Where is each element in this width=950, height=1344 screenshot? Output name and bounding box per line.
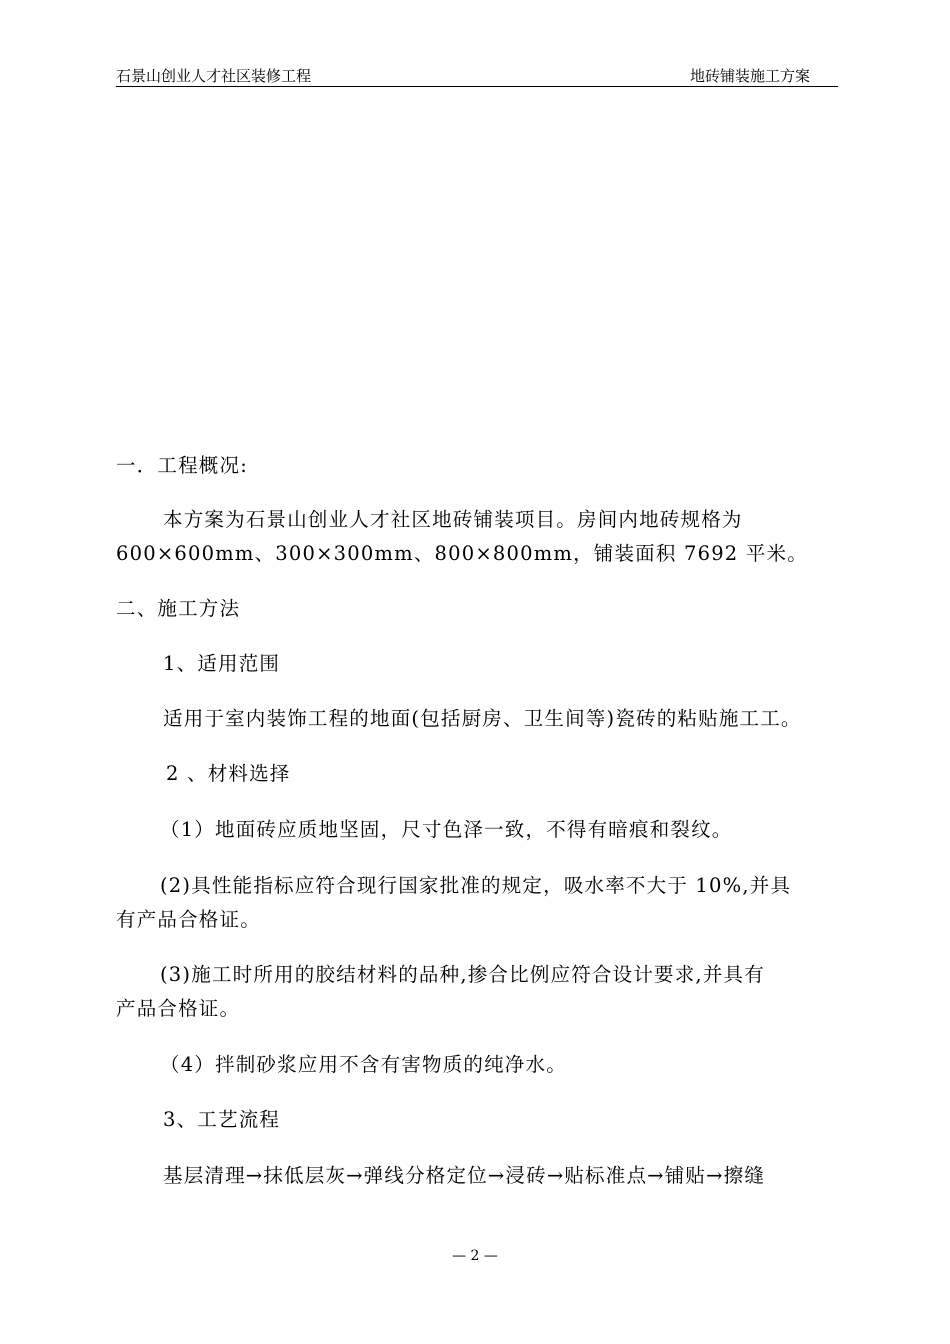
material-item-3-line1: (3)施工时所用的胶结材料的品种,掺合比例应符合设计要求,并具有 — [160, 963, 765, 986]
material-item-3-line2: 产品合格证。 — [116, 997, 241, 1020]
subsection2-heading: 2 、材料选择 — [166, 762, 291, 785]
section1-paragraph-line2: 600×600mm、300×300mm、800×800mm，铺装面积 7692 平米。 — [116, 542, 808, 565]
page-header — [116, 66, 838, 87]
header-project-title: 石景山创业人才社区装修工程 — [116, 67, 312, 85]
material-item-4: （4）拌制砂浆应用不含有害物质的纯净水。 — [160, 1053, 567, 1076]
subsection3-heading: 3、工艺流程 — [163, 1108, 281, 1131]
header-document-title: 地砖铺装施工方案 — [689, 67, 810, 85]
subsection1-heading: 1、适用范围 — [163, 652, 281, 675]
page-number: — 2 — — [452, 1248, 498, 1264]
section1-heading: 一．工程概况: — [116, 454, 248, 477]
process-flow-line: 基层清理→抹低层灰→弹线分格定位→浸砖→贴标准点→铺贴→擦缝 — [163, 1164, 766, 1187]
material-item-2-line1: (2)具性能指标应符合现行国家批准的规定，吸水率不大于 10%,并具 — [160, 874, 792, 897]
section1-paragraph-line1: 本方案为石景山创业人才社区地砖铺装项目。房间内地砖规格为 — [163, 508, 743, 531]
section2-heading: 二、施工方法 — [116, 597, 241, 620]
material-item-1: （1）地面砖应质地坚固，尺寸色泽一致，不得有暗痕和裂纹。 — [160, 818, 733, 841]
subsection1-text: 适用于室内装饰工程的地面(包括厨房、卫生间等)瓷砖的粘贴施工工。 — [163, 707, 802, 730]
material-item-2-line2: 有产品合格证。 — [116, 908, 261, 931]
